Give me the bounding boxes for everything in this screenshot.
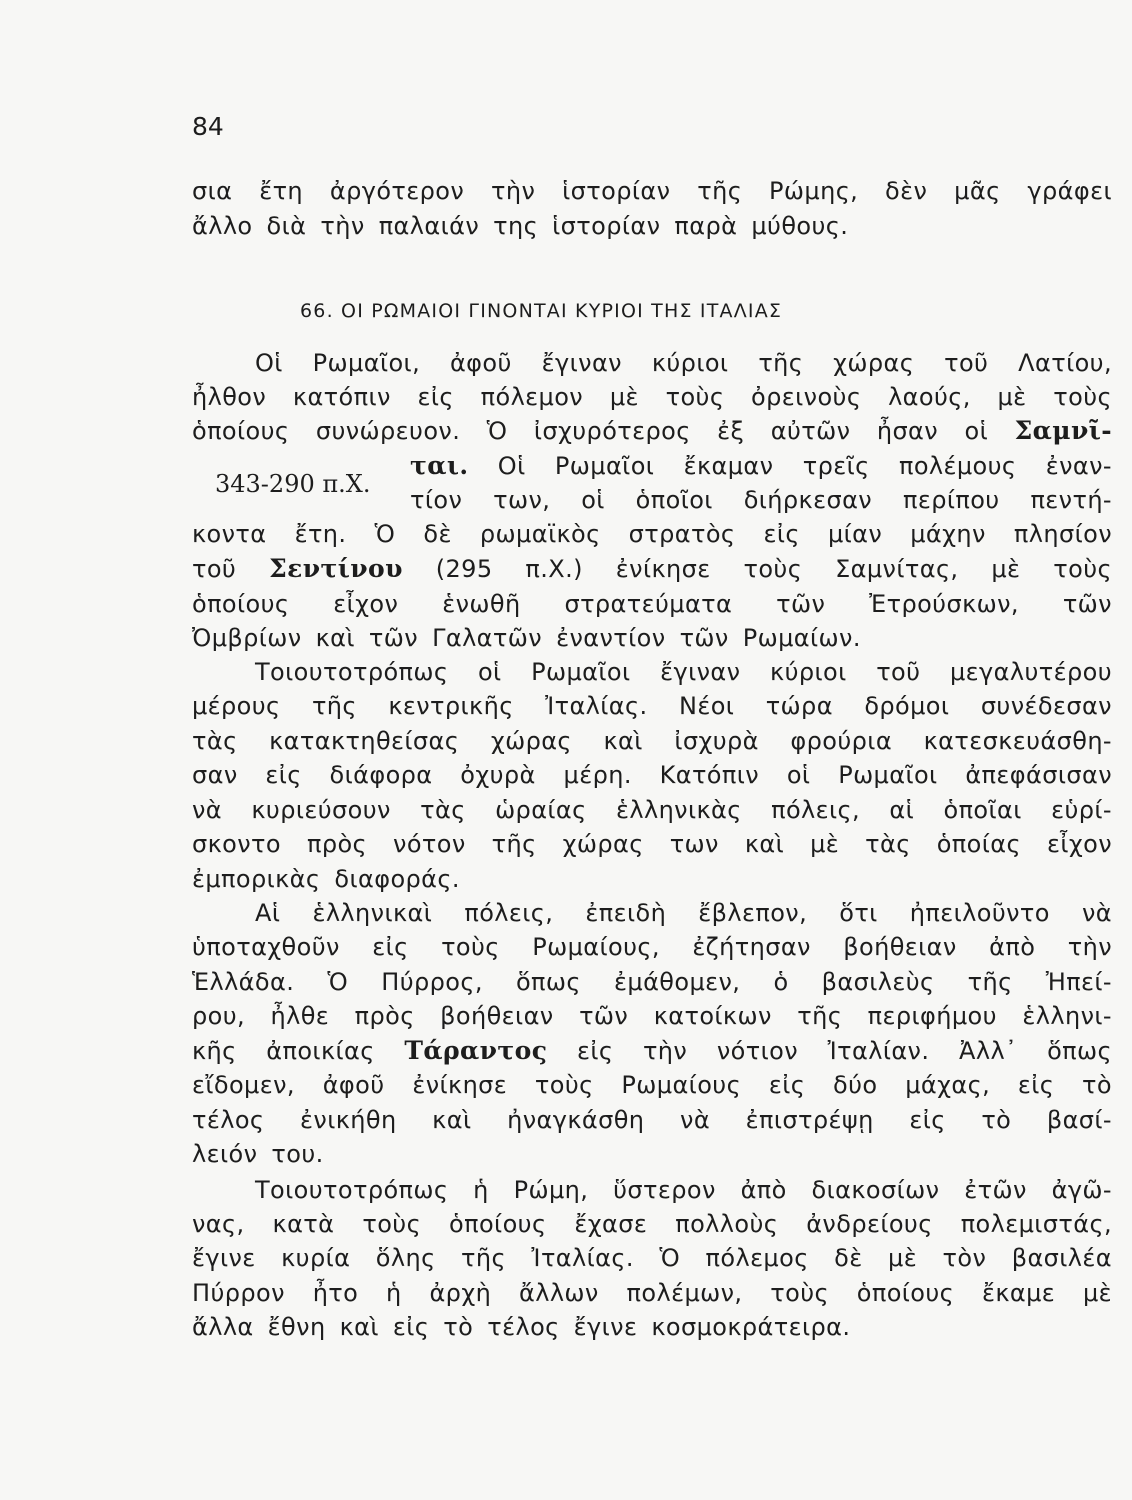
paragraph-line: τέλος ἐνικήθη καὶ ἠναγκάσθη νὰ ἐπιστρέψῃ εἰς τὸ βασί- — [192, 1106, 1112, 1134]
paragraph-line: ἄλλα ἔθνη καὶ εἰς τὸ τέλος ἔγινε κοσμοκράτειρα. — [192, 1313, 851, 1341]
paragraph-line: Οἱ Ρωμαῖοι, ἀφοῦ ἔγιναν κύριοι τῆς χώρας τοῦ Λατίου, — [255, 349, 1112, 377]
section-heading: 66. ΟΙ ΡΩΜΑΙΟΙ ΓΙΝΟΝΤΑΙ ΚΥΡΙΟΙ ΤΗΣ ΙΤΑΛΙΑΣ — [300, 300, 783, 322]
paragraph-line: σκοντο πρὸς νότον τῆς χώρας των καὶ μὲ τὰς ὁποίας εἶχον — [192, 830, 1112, 858]
paragraph-line: Αἱ ἑλληνικαὶ πόλεις, ἐπειδὴ ἔβλεπον, ὅτι ἠπειλοῦντο νὰ — [255, 899, 1112, 927]
paragraph-line: Τοιουτοτρόπως οἱ Ρωμαῖοι ἔγιναν κύριοι τοῦ μεγαλυτέρου — [255, 658, 1112, 686]
margin-date: 343-290 π.Χ. — [215, 470, 371, 498]
line-text: (295 π.Χ.) ἐνίκησε τοὺς Σαμνίτας, μὲ τοὺς — [402, 555, 1112, 583]
bold-term-tarentum: Τάραντος — [404, 1036, 548, 1065]
paragraph-line: εἴδομεν, ἀφοῦ ἐνίκησε τοὺς Ρωμαίους εἰς δύο μάχας, εἰς τὸ — [192, 1071, 1112, 1099]
paragraph-line: νὰ κυριεύσουν τὰς ὡραίας ἑλληνικὰς πόλεις, αἱ ὁποῖαι εὑρί- — [192, 796, 1112, 824]
line-text: Οἱ Ρωμαῖοι ἔκαμαν τρεῖς πολέμους ἐναν- — [468, 452, 1112, 480]
paragraph-line: τὰς κατακτηθείσας χώρας καὶ ἰσχυρὰ φρούρια κατεσκευάσθη- — [192, 727, 1112, 755]
paragraph-line: ἦλθον κατόπιν εἰς πόλεμον μὲ τοὺς ὀρεινοὺς λαούς, μὲ τοὺς — [192, 383, 1112, 411]
paragraph-line: κοντα ἔτη. Ὁ δὲ ρωμαϊκὸς στρατὸς εἰς μίαν μάχην πλησίον — [192, 520, 1112, 548]
paragraph-line: σαν εἰς διάφορα ὀχυρὰ μέρη. Κατόπιν οἱ Ρωμαῖοι ἀπεφάσισαν — [192, 761, 1112, 789]
line-text: ὁποίους συνώρευον. Ὁ ἰσχυρότερος ἐξ αὐτῶν ἦσαν οἱ — [192, 417, 1015, 445]
paragraph-line: ὑποταχθοῦν εἰς τοὺς Ρωμαίους, ἐζήτησαν βοήθειαν ἀπὸ τὴν — [192, 933, 1112, 961]
paragraph-line: τίον των, οἱ ὁποῖοι διήρκεσαν περίπου πεντή- — [410, 486, 1112, 514]
line-text: κῆς ἀποικίας — [192, 1037, 405, 1065]
bold-term-sentinum: Σεντίνου — [269, 554, 403, 583]
paragraph-line: Ἑλλάδα. Ὁ Πύρρος, ὅπως ἐμάθομεν, ὁ βασιλεὺς τῆς Ἠπεί- — [192, 968, 1112, 996]
paragraph-line: μέρους τῆς κεντρικῆς Ἰταλίας. Νέοι τώρα δρόμοι συνέδεσαν — [192, 692, 1112, 720]
paragraph-line: Πύρρον ἦτο ἡ ἀρχὴ ἄλλων πολέμων, τοὺς ὁποίους ἔκαμε μὲ — [192, 1279, 1112, 1307]
paragraph-line — [192, 552, 1112, 586]
bold-term-samnites-end: ται. — [410, 451, 469, 480]
intro-line: σια ἔτη ἀργότερον τὴν ἱστορίαν τῆς Ρώμης, δὲν μᾶς γράφει — [192, 177, 1112, 205]
paragraph-line: Ὀμβρίων καὶ τῶν Γαλατῶν ἐναντίον τῶν Ρωμαίων. — [192, 624, 861, 652]
paragraph-line: ὁποίους εἶχον ἑνωθῆ στρατεύματα τῶν Ἐτρούσκων, τῶν — [192, 590, 1112, 618]
page-number: 84 — [192, 112, 224, 141]
paragraph-line — [410, 449, 1112, 483]
paragraph-line — [192, 1034, 1112, 1068]
paragraph-line: λειόν του. — [192, 1140, 324, 1168]
paragraph-line: Τοιουτοτρόπως ἡ Ρώμη, ὕστερον ἀπὸ διακοσίων ἐτῶν ἀγῶ- — [255, 1176, 1112, 1204]
paragraph-line: ἐμπορικὰς διαφοράς. — [192, 865, 460, 893]
paragraph-line — [192, 414, 1112, 448]
paragraph-line: νας, κατὰ τοὺς ὁποίους ἔχασε πολλοὺς ἀνδρείους πολεμιστάς, — [192, 1210, 1112, 1238]
paragraph-line: ἔγινε κυρία ὅλης τῆς Ἰταλίας. Ὁ πόλεμος δὲ μὲ τὸν βασιλέα — [192, 1244, 1112, 1272]
paragraph-line: ρου, ἦλθε πρὸς βοήθειαν τῶν κατοίκων τῆς περιφήμου ἑλληνι- — [192, 1002, 1112, 1030]
intro-line: ἄλλο διὰ τὴν παλαιάν της ἱστορίαν παρὰ μύθους. — [192, 212, 849, 240]
bold-term-samnites: Σαμνῖ- — [1014, 416, 1112, 445]
line-text: εἰς τὴν νότιον Ἰταλίαν. Ἀλλ᾽ ὅπως — [547, 1037, 1112, 1065]
line-text: τοῦ — [192, 555, 270, 583]
